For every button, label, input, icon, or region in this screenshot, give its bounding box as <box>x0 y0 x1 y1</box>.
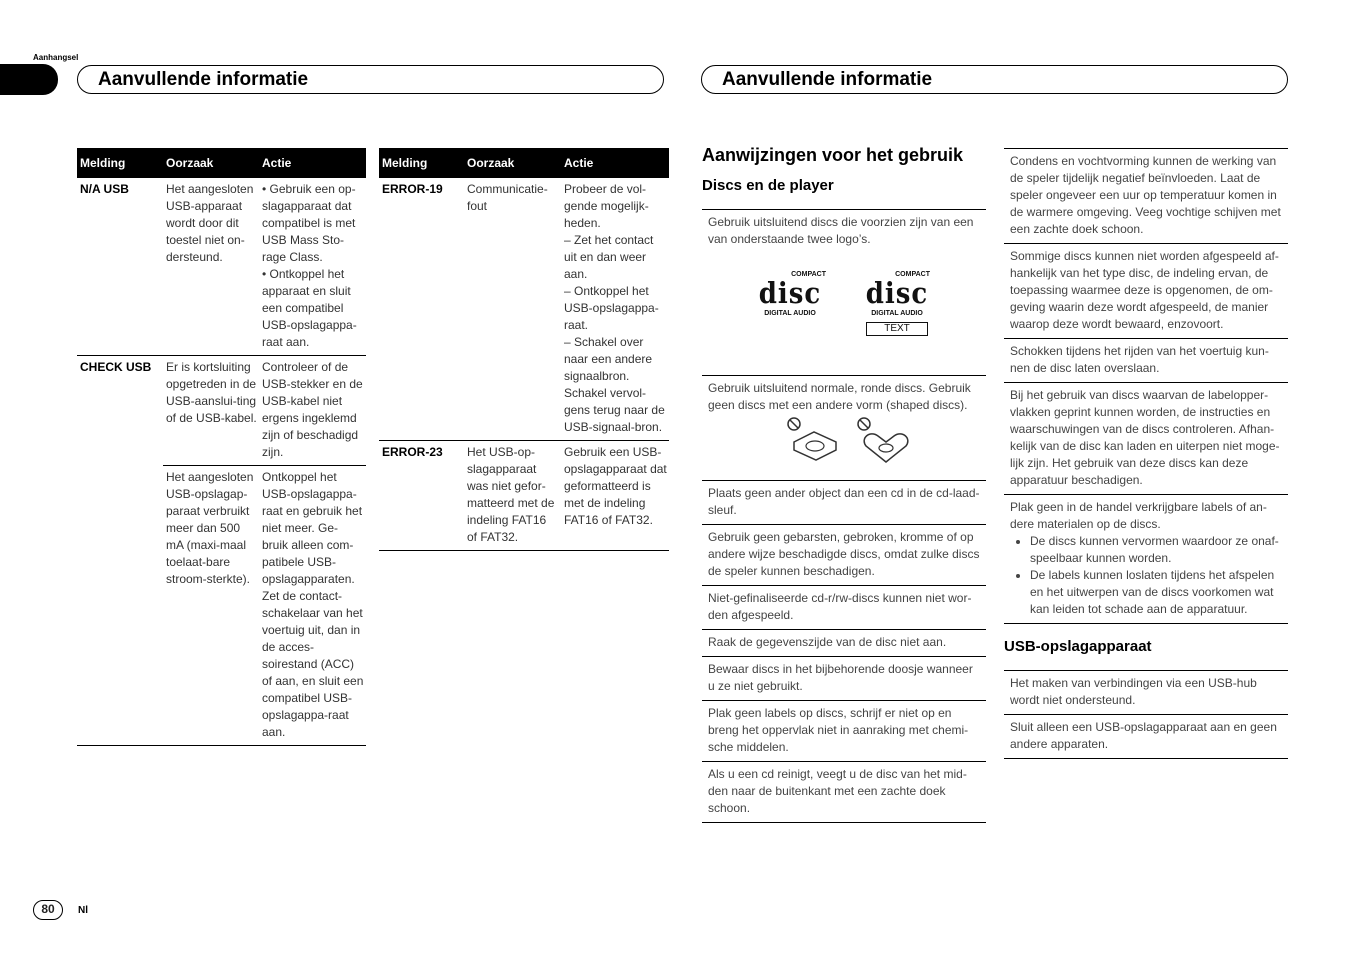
note-item: Bij het gebruik van discs waarvan de labelopper-vlakken geprint kunnen worden, de instructies en waarschuwingen van de discs controleren. Afhan-kelijk van de disc kan laden en uiterpen niet moge-lijk zijn. Het gebruik van deze discs kan deze apparatuur beschadigen. <box>1004 382 1288 494</box>
subsection-heading: Discs en de player <box>702 177 834 194</box>
banner-left-title: Aanvullende informatie <box>98 69 309 90</box>
usb-heading: USB-opslagapparaat <box>1004 638 1152 655</box>
message-action: Ontkoppel het USB-opslagappa-raat en gebruik het niet meer. Ge-bruik alleen com-patibele USB-opslagapparaten. Zet de contact-schakelaar van het voertuig uit, dan in de acces-soirestand (ACC) of aan, en sluit een compatibel USB-opslagappa-raat aan. <box>259 466 366 746</box>
note-item: Niet-gefinaliseerde cd-r/rw-discs kunnen niet wor-den afgespeeld. <box>702 585 986 629</box>
disc-logos <box>708 248 980 334</box>
note-item <box>702 209 986 375</box>
note-item: Bewaar discs in het bijbehorende doosje wanneer u ze niet gebruikt. <box>702 656 986 700</box>
section-label: Aanhangsel <box>33 53 79 62</box>
table-row <box>379 178 669 441</box>
header-oorzaak: Oorzaak <box>464 148 561 178</box>
message-code <box>77 466 163 746</box>
note-text: Plak geen in de handel verkrijgbare labels of an-dere materialen op de discs. <box>1010 500 1267 531</box>
note-item <box>702 375 986 480</box>
banner-left <box>77 65 664 94</box>
message-action: Controleer of de USB-stekker en de USB-kabel niet ergens ingeklemd zijn of beschadigd zijn. <box>259 356 366 466</box>
message-cause: Er is kortsluiting opgetreden in de USB-aanslui-ting of de USB-kabel. <box>163 356 259 466</box>
note-item: Sommige discs kunnen niet worden afgespeeld af-hankelijk van het type disc, de indeling ervan, de toepassing waarmee deze is opgenomen, de om-geving waarin deze wordt afgespeeld, de manier waarop deze wordt bewaard, enzovoort. <box>1004 243 1288 338</box>
list-item: • De labels kunnen loslaten tijdens het afspelen en het uitwerpen van de discs voorkomen wat kan leiden tot schade aan de apparatuur. <box>1030 567 1282 618</box>
table-row <box>77 356 366 466</box>
note-item: Gebruik geen gebarsten, gebroken, kromme of op andere wijze beschadigde discs, omdat zulke discs de speler kunnen beschadigen. <box>702 524 986 585</box>
table-row <box>77 178 366 356</box>
table-row <box>77 466 366 746</box>
message-cause: Communicatie-fout <box>467 182 548 213</box>
message-table-middle <box>379 148 669 551</box>
compact-disc-logo: COMPACT disc DIGITAL AUDIO <box>758 271 826 317</box>
message-action: • Gebruik een op-slagapparaat dat compatibel is met USB Mass Sto-rage Class. • Ontkoppel het apparaat en sluit een compatibel USB-opslagappa-raat aan. <box>262 182 357 349</box>
message-action: Gebruik een USB-opslagapparaat dat geformatteerd is met de indeling FAT16 of FAT32. <box>561 441 669 551</box>
header-melding: Melding <box>379 148 464 178</box>
disc-notes-list <box>702 209 986 823</box>
note-item: Als u een cd reinigt, veegt u de disc van het mid-den naar de buitenkant met een zachte doek schoon. <box>702 761 986 822</box>
message-code: N/A USB <box>80 182 129 196</box>
message-code: ERROR-19 <box>382 182 443 196</box>
section-heading: Aanwijzingen voor het gebruik <box>702 145 964 165</box>
note-item: Plaats geen ander object dan een cd in de cd-laad-sleuf. <box>702 480 986 524</box>
message-code: CHECK USB <box>77 356 163 466</box>
page-number: 80 <box>33 900 63 920</box>
disc-care-notes-list <box>1004 148 1288 624</box>
note-item: Raak de gegevenszijde van de disc niet aan. <box>702 629 986 656</box>
note-item: Sluit alleen een USB-opslagapparaat aan en geen andere apparaten. <box>1004 714 1288 758</box>
header-actie: Actie <box>561 148 669 178</box>
header-oorzaak: Oorzaak <box>163 148 259 178</box>
note-item: Het maken van verbindingen via een USB-hub wordt niet ondersteund. <box>1004 670 1288 714</box>
banner-right-title: Aanvullende informatie <box>722 69 933 90</box>
usb-notes-list <box>1004 670 1288 759</box>
language-code: Nl <box>78 905 88 916</box>
banner-right <box>701 65 1288 94</box>
note-item <box>1004 494 1288 623</box>
section-tab-marker <box>0 64 58 95</box>
message-code: ERROR-23 <box>379 441 464 551</box>
message-cause: Het USB-op-slagapparaat was niet gefor-matteerd met de indeling FAT16 of FAT32. <box>464 441 561 551</box>
note-text: Gebruik uitsluitend discs die voorzien zijn van een van onderstaande twee logo’s. <box>708 215 974 246</box>
note-item: Schokken tijdens het rijden van het voertuig kun-nen de disc laten overslaan. <box>1004 338 1288 382</box>
bullet-list <box>1010 533 1282 618</box>
header-actie: Actie <box>259 148 366 178</box>
note-item: Condens en vochtvorming kunnen de werking van de speler tijdelijk negatief beïnvloeden. Laat de speler ongeveer een uur op temperatuur komen in de warmere omgeving. Veeg vochtige schijven met een zachte doek schoon. <box>1004 148 1288 243</box>
note-text: Gebruik uitsluitend normale, ronde discs. Gebruik geen discs met een andere vorm (shaped discs). <box>708 381 971 412</box>
message-table-left <box>77 148 366 746</box>
shaped-disc-prohibited-icon <box>782 414 932 468</box>
note-item: Plak geen labels op discs, schrijf er niet op en breng het oppervlak niet in aanraking met chemi-sche middelen. <box>702 700 986 761</box>
message-action: Probeer de vol-gende mogelijk-heden. – Zet het contact uit en dan weer aan. – Ontkoppel het USB-opslagappa-raat. – Schakel over naar een andere signaalbron. Schakel vervol-gens terug naar de USB-signaal-bron. <box>564 182 665 434</box>
message-cause: Het aangesloten USB-apparaat wordt door dit toestel niet on-dersteund. <box>166 182 254 264</box>
header-melding: Melding <box>77 148 163 178</box>
table-row <box>379 441 669 551</box>
message-cause: Het aangesloten USB-opslagap-paraat verbruikt meer dan 500 mA (maxi-maal toelaat-bare stroom-sterkte). <box>163 466 259 746</box>
compact-disc-text-logo: COMPACT disc DIGITAL AUDIO TEXT <box>865 271 930 334</box>
list-item: • De discs kunnen vervormen waardoor ze onaf-speelbaar kunnen worden. <box>1030 533 1282 567</box>
